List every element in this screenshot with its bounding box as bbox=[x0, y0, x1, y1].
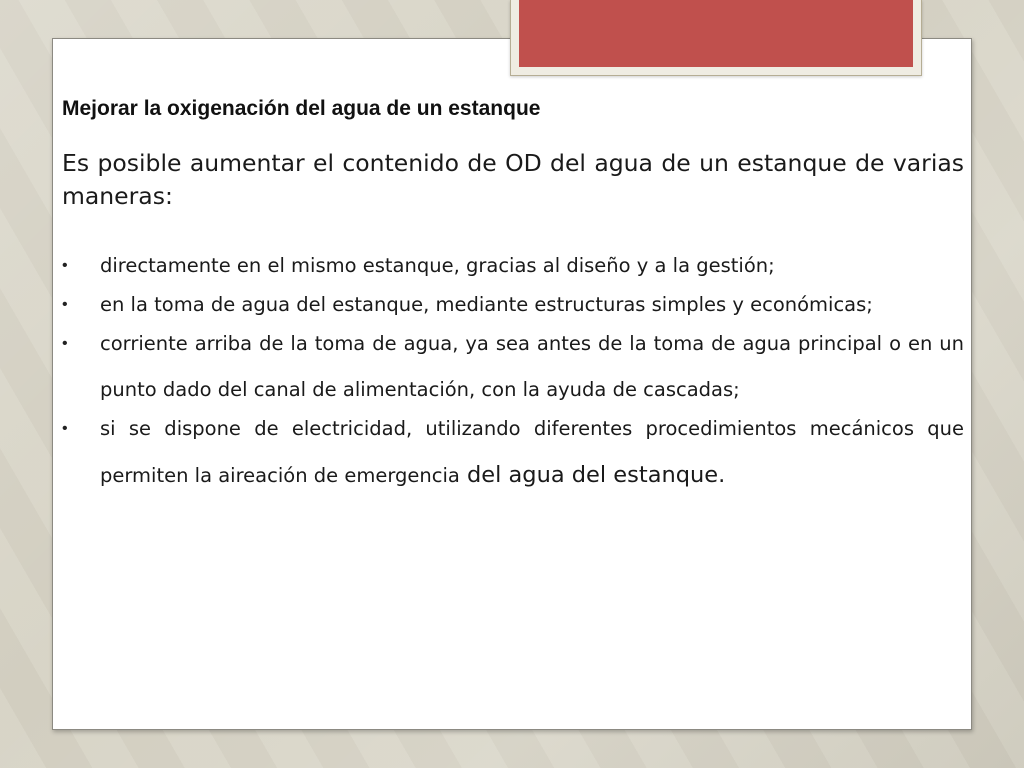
bullet-icon: • bbox=[62, 257, 68, 274]
slide-heading: Mejorar la oxigenación del agua de un estanque bbox=[62, 97, 541, 120]
title-frame bbox=[510, 0, 922, 76]
bullet-icon: • bbox=[62, 335, 68, 352]
list-item bbox=[62, 321, 964, 413]
list-item-text: si se dispone de electricidad, utilizando diferentes procedimientos mecánicos que permiten la aireación de emergencia bbox=[100, 417, 964, 487]
bullet-icon: • bbox=[62, 420, 68, 437]
list-item-text: corriente arriba de la toma de agua, ya sea antes de la toma de agua principal o en un punto dado del canal de alimentación, con la ayuda de cascadas; bbox=[100, 332, 964, 401]
list-item-text: directamente en el mismo estanque, gracias al diseño y a la gestión; bbox=[100, 254, 775, 277]
bullet-icon: • bbox=[62, 296, 68, 313]
text-area bbox=[62, 92, 964, 499]
intro-paragraph: Es posible aumentar el contenido de OD del agua de un estanque de varias maneras: bbox=[62, 149, 964, 210]
title-bar bbox=[519, 0, 913, 67]
list-item bbox=[62, 406, 964, 499]
list-item-text-large: del agua del estanque. bbox=[459, 462, 726, 488]
bullet-list bbox=[62, 243, 964, 499]
list-item-text: en la toma de agua del estanque, mediante estructuras simples y económicas; bbox=[100, 293, 873, 316]
